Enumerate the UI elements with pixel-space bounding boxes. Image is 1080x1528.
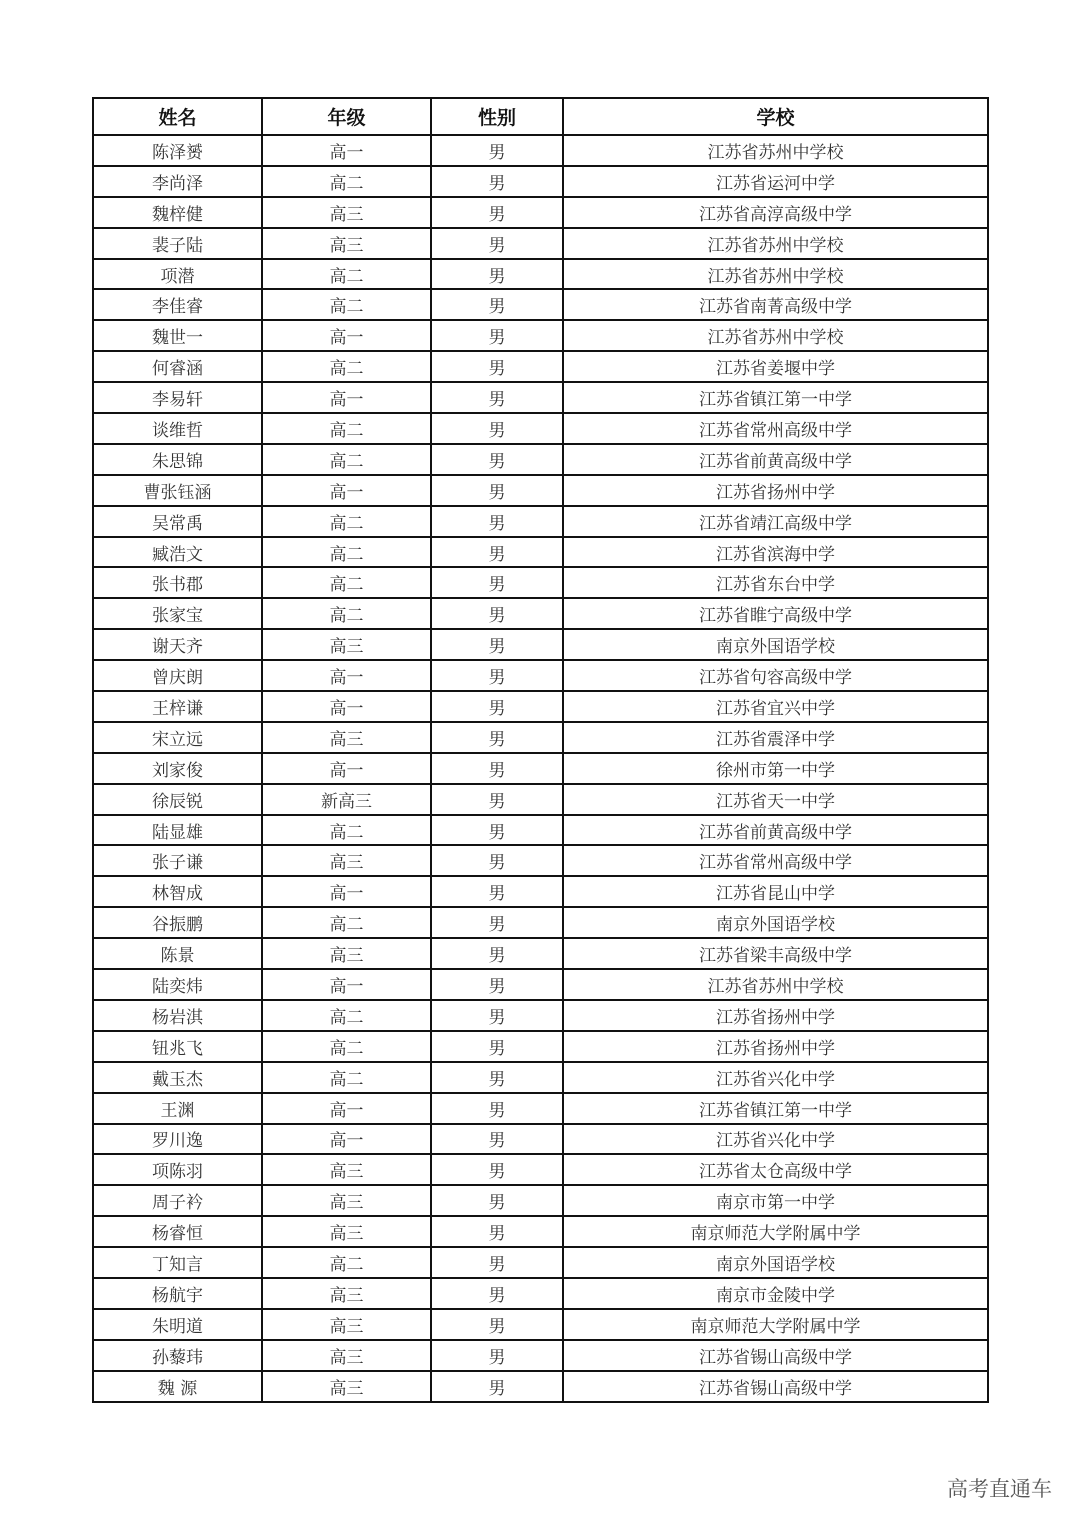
cell-grade: 高三: [262, 722, 431, 753]
cell-grade: 新高三: [262, 784, 431, 815]
table-row: [93, 722, 988, 753]
cell-name: 何睿涵: [93, 351, 262, 382]
table-row: [93, 567, 988, 598]
cell-name: 李易轩: [93, 382, 262, 413]
cell-name: 朱思锦: [93, 444, 262, 475]
cell-grade: 高三: [262, 629, 431, 660]
table-row: [93, 1278, 988, 1309]
cell-school: 江苏省宜兴中学: [563, 691, 988, 722]
header-name: 姓名: [93, 98, 262, 135]
cell-school: 江苏省运河中学: [563, 166, 988, 197]
cell-gender: 男: [431, 413, 563, 444]
cell-name: 李尚泽: [93, 166, 262, 197]
cell-name: 魏梓健: [93, 197, 262, 228]
cell-name: 杨岩淇: [93, 1000, 262, 1031]
cell-grade: 高一: [262, 753, 431, 784]
cell-gender: 男: [431, 197, 563, 228]
cell-name: 张书郡: [93, 567, 262, 598]
cell-school: 江苏省扬州中学: [563, 1000, 988, 1031]
cell-grade: 高二: [262, 1031, 431, 1062]
cell-gender: 男: [431, 1062, 563, 1093]
cell-grade: 高一: [262, 660, 431, 691]
cell-grade: 高二: [262, 598, 431, 629]
cell-name: 宋立远: [93, 722, 262, 753]
cell-grade: 高二: [262, 166, 431, 197]
cell-grade: 高一: [262, 1124, 431, 1155]
cell-school: 江苏省前黄高级中学: [563, 815, 988, 846]
cell-grade: 高三: [262, 1340, 431, 1371]
cell-grade: 高二: [262, 1000, 431, 1031]
table-row: [93, 320, 988, 351]
table-row: [93, 413, 988, 444]
cell-grade: 高三: [262, 1216, 431, 1247]
cell-gender: 男: [431, 969, 563, 1000]
table-row: [93, 815, 988, 846]
cell-gender: 男: [431, 815, 563, 846]
cell-gender: 男: [431, 1000, 563, 1031]
table-row: [93, 1093, 988, 1124]
cell-school: 江苏省东台中学: [563, 567, 988, 598]
cell-school: 江苏省前黄高级中学: [563, 444, 988, 475]
cell-gender: 男: [431, 1154, 563, 1185]
cell-school: 南京市金陵中学: [563, 1278, 988, 1309]
cell-name: 王渊: [93, 1093, 262, 1124]
table-row: [93, 289, 988, 320]
cell-grade: 高二: [262, 351, 431, 382]
table-header-row: [93, 98, 988, 135]
cell-grade: 高三: [262, 228, 431, 259]
table-row: [93, 1185, 988, 1216]
header-school: 学校: [563, 98, 988, 135]
cell-name: 项潜: [93, 259, 262, 290]
cell-name: 陆奕炜: [93, 969, 262, 1000]
cell-gender: 男: [431, 228, 563, 259]
cell-name: 陈景: [93, 938, 262, 969]
cell-gender: 男: [431, 506, 563, 537]
cell-school: 江苏省震泽中学: [563, 722, 988, 753]
cell-gender: 男: [431, 1031, 563, 1062]
cell-school: 江苏省镇江第一中学: [563, 1093, 988, 1124]
cell-grade: 高一: [262, 382, 431, 413]
cell-school: 江苏省兴化中学: [563, 1062, 988, 1093]
cell-gender: 男: [431, 166, 563, 197]
table-row: [93, 537, 988, 568]
cell-school: 南京师范大学附属中学: [563, 1309, 988, 1340]
watermark-text: 高考直通车: [947, 1477, 1052, 1501]
cell-school: 江苏省苏州中学校: [563, 135, 988, 166]
table-row: [93, 629, 988, 660]
cell-school: 江苏省常州高级中学: [563, 413, 988, 444]
cell-school: 南京外国语学校: [563, 629, 988, 660]
cell-gender: 男: [431, 351, 563, 382]
cell-school: 江苏省锡山高级中学: [563, 1340, 988, 1371]
cell-school: 江苏省句容高级中学: [563, 660, 988, 691]
cell-gender: 男: [431, 475, 563, 506]
cell-gender: 男: [431, 660, 563, 691]
cell-grade: 高二: [262, 815, 431, 846]
cell-school: 南京市第一中学: [563, 1185, 988, 1216]
cell-grade: 高二: [262, 1062, 431, 1093]
cell-name: 孙藜玮: [93, 1340, 262, 1371]
cell-school: 江苏省高淳高级中学: [563, 197, 988, 228]
table-row: [93, 1124, 988, 1155]
cell-grade: 高一: [262, 876, 431, 907]
table-row: [93, 351, 988, 382]
cell-grade: 高三: [262, 1309, 431, 1340]
cell-gender: 男: [431, 845, 563, 876]
cell-gender: 男: [431, 907, 563, 938]
cell-name: 杨睿恒: [93, 1216, 262, 1247]
cell-gender: 男: [431, 876, 563, 907]
cell-grade: 高三: [262, 938, 431, 969]
table-row: [93, 1154, 988, 1185]
cell-name: 吴常禹: [93, 506, 262, 537]
cell-grade: 高三: [262, 1371, 431, 1402]
cell-grade: 高一: [262, 135, 431, 166]
cell-grade: 高二: [262, 289, 431, 320]
cell-name: 陈泽赟: [93, 135, 262, 166]
cell-gender: 男: [431, 259, 563, 290]
cell-name: 张子谦: [93, 845, 262, 876]
table-row: [93, 259, 988, 290]
cell-school: 江苏省昆山中学: [563, 876, 988, 907]
cell-grade: 高二: [262, 567, 431, 598]
cell-name: 徐辰锐: [93, 784, 262, 815]
table-row: [93, 1309, 988, 1340]
cell-school: 江苏省常州高级中学: [563, 845, 988, 876]
cell-school: 江苏省扬州中学: [563, 475, 988, 506]
table-row: [93, 938, 988, 969]
table-row: [93, 1031, 988, 1062]
table-row: [93, 1000, 988, 1031]
cell-gender: 男: [431, 1124, 563, 1155]
cell-grade: 高三: [262, 845, 431, 876]
cell-gender: 男: [431, 1371, 563, 1402]
cell-name: 曹张钰涵: [93, 475, 262, 506]
cell-grade: 高一: [262, 475, 431, 506]
cell-gender: 男: [431, 722, 563, 753]
cell-name: 王梓谦: [93, 691, 262, 722]
table-row: [93, 475, 988, 506]
cell-gender: 男: [431, 1093, 563, 1124]
table-row: [93, 1062, 988, 1093]
table-body: [93, 135, 988, 1402]
cell-gender: 男: [431, 320, 563, 351]
cell-grade: 高一: [262, 1093, 431, 1124]
cell-name: 杨航宇: [93, 1278, 262, 1309]
cell-school: 江苏省睢宁高级中学: [563, 598, 988, 629]
cell-school: 江苏省锡山高级中学: [563, 1371, 988, 1402]
cell-name: 张家宝: [93, 598, 262, 629]
student-list-table: [92, 97, 989, 1403]
cell-school: 江苏省扬州中学: [563, 1031, 988, 1062]
table-row: [93, 197, 988, 228]
cell-grade: 高二: [262, 907, 431, 938]
cell-gender: 男: [431, 537, 563, 568]
cell-school: 南京师范大学附属中学: [563, 1216, 988, 1247]
table-row: [93, 753, 988, 784]
cell-grade: 高二: [262, 506, 431, 537]
table-row: [93, 845, 988, 876]
cell-school: 江苏省滨海中学: [563, 537, 988, 568]
table-row: [93, 876, 988, 907]
cell-school: 江苏省镇江第一中学: [563, 382, 988, 413]
cell-name: 丁知言: [93, 1247, 262, 1278]
table-row: [93, 166, 988, 197]
header-grade: 年级: [262, 98, 431, 135]
table-row: [93, 228, 988, 259]
cell-name: 裴子陆: [93, 228, 262, 259]
cell-gender: 男: [431, 1216, 563, 1247]
cell-grade: 高二: [262, 413, 431, 444]
cell-name: 谈维哲: [93, 413, 262, 444]
cell-name: 项陈羽: [93, 1154, 262, 1185]
cell-name: 李佳睿: [93, 289, 262, 320]
cell-name: 魏世一: [93, 320, 262, 351]
cell-name: 谷振鹏: [93, 907, 262, 938]
cell-gender: 男: [431, 1309, 563, 1340]
cell-school: 江苏省苏州中学校: [563, 259, 988, 290]
cell-gender: 男: [431, 598, 563, 629]
cell-name: 周子衿: [93, 1185, 262, 1216]
cell-gender: 男: [431, 784, 563, 815]
cell-name: 刘家俊: [93, 753, 262, 784]
cell-gender: 男: [431, 691, 563, 722]
cell-gender: 男: [431, 382, 563, 413]
cell-school: 江苏省苏州中学校: [563, 320, 988, 351]
table-row: [93, 1371, 988, 1402]
table-row: [93, 1340, 988, 1371]
cell-name: 臧浩文: [93, 537, 262, 568]
cell-school: 江苏省姜堰中学: [563, 351, 988, 382]
table-row: [93, 444, 988, 475]
table-row: [93, 784, 988, 815]
table-row: [93, 135, 988, 166]
cell-gender: 男: [431, 753, 563, 784]
cell-gender: 男: [431, 289, 563, 320]
cell-grade: 高二: [262, 537, 431, 568]
cell-school: 江苏省天一中学: [563, 784, 988, 815]
table-row: [93, 691, 988, 722]
cell-gender: 男: [431, 629, 563, 660]
cell-grade: 高一: [262, 969, 431, 1000]
cell-grade: 高二: [262, 259, 431, 290]
cell-gender: 男: [431, 567, 563, 598]
cell-school: 江苏省苏州中学校: [563, 969, 988, 1000]
cell-school: 南京外国语学校: [563, 907, 988, 938]
cell-grade: 高一: [262, 691, 431, 722]
table-row: [93, 1216, 988, 1247]
cell-gender: 男: [431, 1340, 563, 1371]
cell-school: 江苏省南菁高级中学: [563, 289, 988, 320]
table-row: [93, 660, 988, 691]
cell-grade: 高三: [262, 1278, 431, 1309]
table-row: [93, 907, 988, 938]
cell-school: 徐州市第一中学: [563, 753, 988, 784]
cell-school: 江苏省梁丰高级中学: [563, 938, 988, 969]
cell-grade: 高三: [262, 1154, 431, 1185]
table-row: [93, 1247, 988, 1278]
table-row: [93, 506, 988, 537]
cell-grade: 高三: [262, 1185, 431, 1216]
cell-gender: 男: [431, 938, 563, 969]
cell-gender: 男: [431, 1185, 563, 1216]
cell-gender: 男: [431, 1247, 563, 1278]
table-row: [93, 598, 988, 629]
cell-gender: 男: [431, 1278, 563, 1309]
cell-gender: 男: [431, 135, 563, 166]
cell-school: 江苏省太仓高级中学: [563, 1154, 988, 1185]
cell-name: 罗川逸: [93, 1124, 262, 1155]
cell-name: 谢天齐: [93, 629, 262, 660]
cell-gender: 男: [431, 444, 563, 475]
cell-school: 江苏省苏州中学校: [563, 228, 988, 259]
table-row: [93, 382, 988, 413]
cell-grade: 高二: [262, 1247, 431, 1278]
cell-grade: 高一: [262, 320, 431, 351]
cell-school: 江苏省兴化中学: [563, 1124, 988, 1155]
cell-name: 钮兆飞: [93, 1031, 262, 1062]
cell-name: 陆显雄: [93, 815, 262, 846]
cell-school: 南京外国语学校: [563, 1247, 988, 1278]
table-row: [93, 969, 988, 1000]
cell-grade: 高三: [262, 197, 431, 228]
cell-name: 曾庆朗: [93, 660, 262, 691]
cell-name: 朱明道: [93, 1309, 262, 1340]
cell-school: 江苏省靖江高级中学: [563, 506, 988, 537]
cell-name: 魏 源: [93, 1371, 262, 1402]
cell-name: 戴玉杰: [93, 1062, 262, 1093]
header-gender: 性别: [431, 98, 563, 135]
cell-grade: 高二: [262, 444, 431, 475]
cell-name: 林智成: [93, 876, 262, 907]
